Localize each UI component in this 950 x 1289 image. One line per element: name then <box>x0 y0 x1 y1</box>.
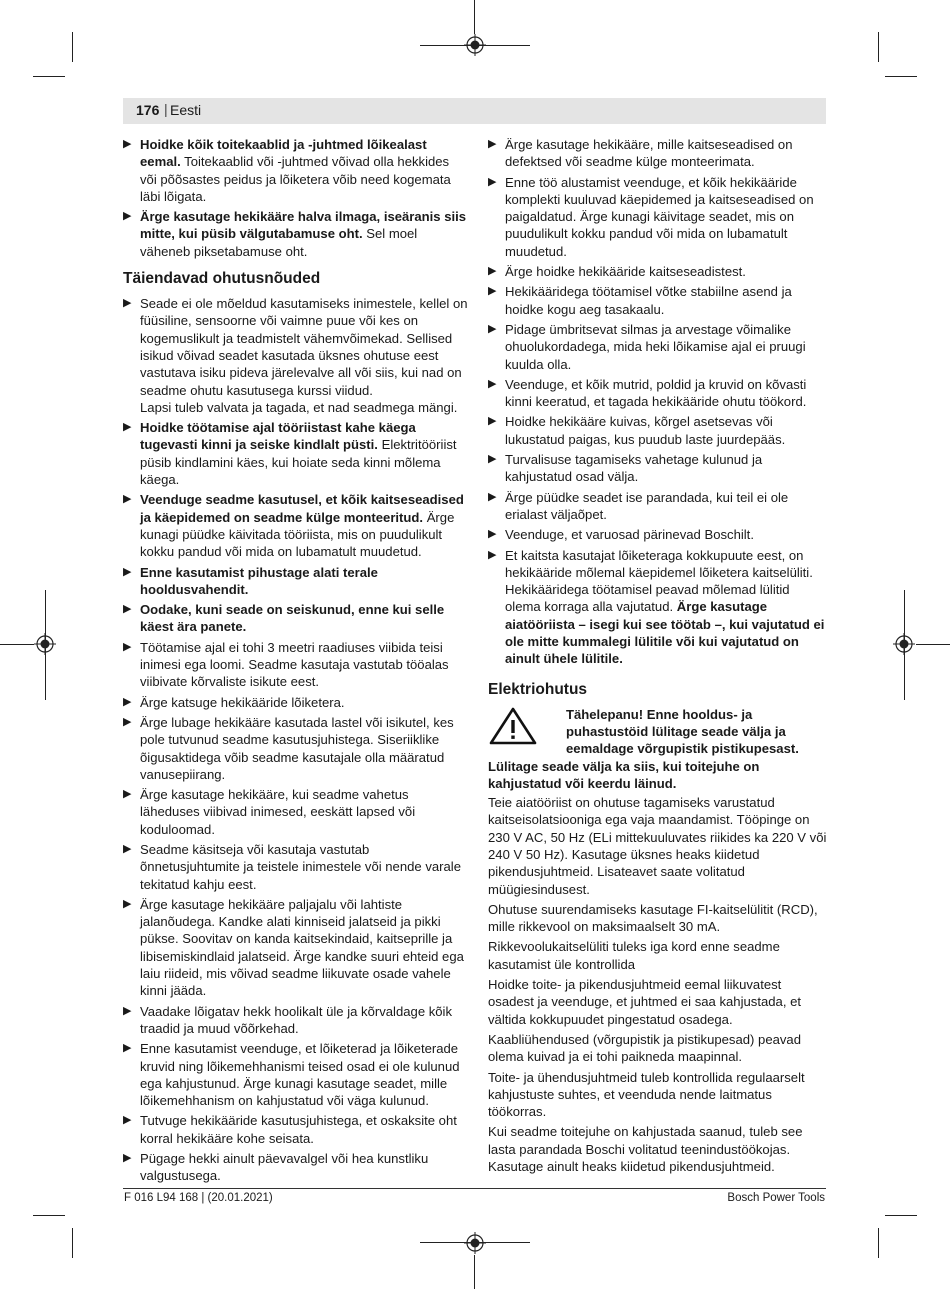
crop-mark <box>916 644 950 645</box>
item-text: Ärge kasutage hekikääre paljajalu või lahtiste jalanõudega. Kandke alati kinniseid jalatseid ja pikki pükse. Soovitav on kanda kaitsekindaid, kaitseprille ja libisemiskindlaid jalatseid. Ärge kandke suuri ehteid ega laiu riideid, mis võivad seadme liikuvate osade vahele kinni jääda. <box>140 896 464 999</box>
list-item <box>488 451 828 486</box>
item-bold-text: Oodake, kuni seade on seiskunud, enne kui selle käest ära panete. <box>140 602 445 635</box>
crop-mark <box>72 1228 73 1258</box>
triangle-bullet-icon: ▶ <box>123 421 132 434</box>
list-item <box>488 136 828 171</box>
triangle-bullet-icon: ▶ <box>488 377 497 390</box>
item-text: Tutvuge hekikääride kasutusjuhistega, et oskaksite oht korral hekikääre kohe seisata. <box>140 1113 457 1146</box>
paragraph: Rikkevoolukaitselüliti tuleks iga kord enne seadme kasutamist üle kontrollida <box>488 939 780 972</box>
crop-mark <box>885 76 917 77</box>
list-item <box>123 1150 468 1185</box>
list-item <box>123 896 468 1000</box>
item-text: Sel moel väheneb piksetabamuse oht. <box>140 226 418 259</box>
triangle-bullet-icon: ▶ <box>488 528 497 541</box>
section-title: Täiendavad ohutusnõuded <box>123 270 321 288</box>
warning-text: Tähelepanu! Enne hooldus- ja puhastustöid lülitage seade välja ja eemaldage võrgupistik pistikupesast. Lülitage seade välja ka siis, kui toitejuhe on kahjustatud või keerdu läinud. <box>488 706 799 791</box>
triangle-bullet-icon: ▶ <box>123 715 132 728</box>
triangle-bullet-icon: ▶ <box>123 603 132 616</box>
warning-box <box>488 706 828 792</box>
item-text: Veenduge, et varuosad pärinevad Boschilt. <box>505 527 754 543</box>
registration-mark-icon <box>464 34 486 56</box>
list-item <box>123 1003 468 1038</box>
crop-mark <box>474 1255 475 1289</box>
list-item <box>488 283 828 318</box>
triangle-bullet-icon: ▶ <box>123 1042 132 1055</box>
left-column <box>123 136 468 1188</box>
triangle-bullet-icon: ▶ <box>488 548 497 561</box>
triangle-bullet-icon: ▶ <box>123 493 132 506</box>
list-item <box>488 547 828 668</box>
electrical-paragraphs <box>488 794 828 1175</box>
triangle-bullet-icon: ▶ <box>488 490 497 503</box>
list-item <box>488 321 828 373</box>
item-text: Ärge kasutage hekikääre, mille kaitseseadised on defektsed või seadme külge monteerimata. <box>505 137 793 170</box>
crop-mark <box>878 32 879 62</box>
item-text: Ärge katsuge hekikääride lõiketera. <box>140 694 345 710</box>
registration-mark-icon <box>464 1232 486 1254</box>
item-text: Ärge lubage hekikääre kasutada lastel või isikutel, kes pole tutvunud seadme kasutusjuhistega. Siseriiklike õigusaktidega võib seadme kasutajale olla määratud vanusepiirang. <box>140 714 454 782</box>
item-text: Turvalisuse tagamiseks vahetage kulunud ja kahjustatud osad välja. <box>505 452 763 485</box>
triangle-bullet-icon: ▶ <box>123 210 132 223</box>
crop-mark <box>474 0 475 34</box>
triangle-bullet-icon: ▶ <box>488 453 497 466</box>
list-item <box>123 841 468 893</box>
item-text: Ärge hoidke hekikääride kaitseseadistest. <box>505 264 746 280</box>
list-item <box>488 174 828 260</box>
list-item <box>123 419 468 488</box>
list-item <box>123 786 468 838</box>
triangle-bullet-icon: ▶ <box>123 640 132 653</box>
list-item <box>123 295 468 416</box>
footer-rule <box>123 1188 826 1189</box>
list-item <box>123 601 468 636</box>
triangle-bullet-icon: ▶ <box>488 285 497 298</box>
registration-mark-icon <box>893 633 915 655</box>
triangle-bullet-icon: ▶ <box>488 175 497 188</box>
paragraph: Toite- ja ühendusjuhtmeid tuleb kontrollida regulaarselt kahjustuste suhtes, et veenduda nende laitmatus töökorras. <box>488 1069 805 1120</box>
list-item <box>488 413 828 448</box>
item-text: Hekikääridega töötamisel võtke stabiilne asend ja hoidke kogu aeg tasakaalu. <box>505 284 792 317</box>
list-item <box>123 639 468 691</box>
triangle-bullet-icon: ▶ <box>123 1152 132 1165</box>
triangle-bullet-icon: ▶ <box>488 415 497 428</box>
item-text: Pidage ümbritsevat silmas ja arvestage võimalike ohuolukordadega, mida heki lõikamise ajal ei pruugi kuulda olla. <box>505 321 806 372</box>
list-item <box>488 526 828 543</box>
triangle-bullet-icon: ▶ <box>123 297 132 310</box>
item-bold-text: Enne kasutamist pihustage alati terale hooldusvahendit. <box>140 564 378 597</box>
footer-doc-code: F 016 L94 168 | (20.01.2021) <box>124 1192 273 1204</box>
crop-mark <box>0 644 34 645</box>
item-bold-text: Veenduge seadme kasutusel, et kõik kaitseseadised ja käepidemed on seadme külge monteeritud. <box>140 492 464 525</box>
triangle-bullet-icon: ▶ <box>123 565 132 578</box>
paragraph: Kui seadme toitejuhe on kahjustada saanud, tuleb see lasta parandada Boschi volitatud teenindustöökojas. Kasutage ainult heaks kiidetud pikendusjuhtmeid. <box>488 1124 803 1175</box>
paragraph: Teie aiatööriist on ohutuse tagamiseks varustatud kaitseisolatsiooniga ega vaja maandamist. Tööpinge on 230 V AC, 50 Hz (ELi mittekuuluvates riikides ka 220 V või 240 V 50 Hz). Kasutage üksnes heaks kiidetud pikendusjuhtmeid. Lisateavet saate volitatud müügiesindusest. <box>488 795 827 897</box>
list-item <box>488 263 828 280</box>
list-item <box>488 376 828 411</box>
left-top-list <box>123 136 468 260</box>
paragraph: Kaabliühendused (võrgupistik ja pistikupesad) peavad olema kuivad ja ei tohi paikneda maapinnal. <box>488 1031 801 1065</box>
list-item <box>123 208 468 260</box>
list-item <box>123 694 468 711</box>
item-bold-text: Ärge kasutage aiatööriista – isegi kui see töötab –, kui vajutatud ei ole mitte kummalegi lülitile või kui vajutatud on ainult ühele lülitile. <box>505 599 825 667</box>
triangle-bullet-icon: ▶ <box>488 265 497 278</box>
list-item <box>123 1040 468 1109</box>
item-text: Enne töö alustamist veenduge, et kõik hekikääride komplekti kuuluvad käepidemed ja kaitseseadised on paigaldatud. Ärge kunagi käivitage seadet, mis on puudulikult kokku pandud või mida on lubamatult muudetud. <box>505 174 814 259</box>
crop-mark <box>878 1228 879 1258</box>
triangle-bullet-icon: ▶ <box>123 842 132 855</box>
item-text: Enne kasutamist veenduge, et lõiketerad ja lõiketerade kruvid ning lõikemehhanismi teised osad ei ole kulunud ega kahjustunud. Ärge kunagi kasutage seadet, mille lõikemehhanism on kahjustatud või väga kulunud. <box>140 1041 460 1109</box>
item-text: Vaadake lõigatav hekk hoolikalt üle ja kõrvaldage kõik traadid ja muud võõrkehad. <box>140 1003 453 1036</box>
crop-mark <box>72 32 73 62</box>
triangle-bullet-icon: ▶ <box>123 1114 132 1127</box>
triangle-bullet-icon: ▶ <box>123 138 132 150</box>
warning-triangle-icon <box>488 706 538 746</box>
section-title: Elektriohutus <box>488 680 588 698</box>
page-header-band <box>123 98 826 124</box>
item-text: Et kaitsta kasutajat lõiketeraga kokkupuute eest, on hekikääride mõlemal käepidemel lõiketera kaitselüliti. Hekikääridega töötamisel peavad mõlemad lülitid olema korraga alla vajutatud. <box>505 547 813 615</box>
item-text: Ärge kunagi püüdke käivitada tööriista, mis on puudulikult kokku pandud või mida on lubamatult muudetud. <box>140 509 455 560</box>
item-text: Ärge püüdke seadet ise parandada, kui teil ei ole erialast väljaõpet. <box>505 489 789 522</box>
triangle-bullet-icon: ▶ <box>123 897 132 910</box>
right-column <box>488 136 828 1178</box>
list-item <box>123 564 468 599</box>
item-text: Töötamise ajal ei tohi 3 meetri raadiuses viibida teisi inimesi ega loomi. Seadme kasutaja vastutab tööalas viibivate kõrvaliste isikute eest. <box>140 639 449 690</box>
item-bold-text: Hoidke kõik toitekaablid ja -juhtmed lõikealast eemal. <box>140 137 427 170</box>
item-text: Hoidke hekikääre kuivas, kõrgel asetsevas või lukustatud paigas, kus puudub laste juurdepääs. <box>505 414 786 447</box>
item-text: Seadme käsitseja või kasutaja vastutab õnnetusjuhtumite ja teistele inimestele või nende varale tekitatud kahju eest. <box>140 841 461 892</box>
left-list <box>123 295 468 1185</box>
item-text: Lapsi tuleb valvata ja tagada, et nad seadmega mängi. <box>140 399 458 415</box>
list-item <box>123 714 468 783</box>
item-text: Veenduge, et kõik mutrid, poldid ja kruvid on kõvasti kinni keeratud, et tagada hekikääride ohutu töökord. <box>505 376 807 410</box>
item-text: Seade ei ole mõeldud kasutamiseks inimestele, kellel on füüsiline, sensoorne või vaimne puue või kes on kogemuslikult ja teadmistelt vähemvõimekad. Sellised isikud võivad seadet kasutada üksnes ohutuse eest vastutava isiku pideva järelevalve all või siis, kui nad on seadme ohutu kasutusega kurssi viidud. <box>140 296 468 398</box>
item-text: Pügage hekki ainult päevavalgel või hea kunstliku valgustusega. <box>140 1151 429 1184</box>
item-text: Ärge kasutage hekikääre, kui seadme vahetus läheduses viibivad inimesed, eeskätt lapsed või koduloomad. <box>140 787 416 837</box>
item-bold-text: Hoidke töötamise ajal tööriistast kahe käega tugevasti kinni ja seiske kindlalt püsti. <box>140 420 416 453</box>
right-list <box>488 136 828 668</box>
triangle-bullet-icon: ▶ <box>123 788 132 801</box>
item-text: Elektritööriist püsib kindlamini käes, kui hoiate seda kinni mõlema käega. <box>140 437 457 488</box>
crop-mark <box>33 76 65 77</box>
list-item <box>488 489 828 524</box>
triangle-bullet-icon: ▶ <box>123 695 132 708</box>
header-separator: | <box>164 101 168 117</box>
paragraph: Hoidke toite- ja pikendusjuhtmeid eemal liikuvatest osadest ja veenduge, et juhtmed ei saa kahjustada, et vältida kokkupuudet pingestatud osadega. <box>488 977 802 1027</box>
paragraph: Ohutuse suurendamiseks kasutage FI-kaitselülitit (RCD), mille rikkevool on maksimaalselt 30 mA. <box>488 901 818 935</box>
item-bold-text: Ärge kasutage hekikääre halva ilmaga, iseäranis siis mitte, kui püsib välgutabamuse oht. <box>140 209 467 242</box>
registration-mark-icon <box>34 633 56 655</box>
list-item <box>123 491 468 560</box>
list-item <box>123 136 468 205</box>
triangle-bullet-icon: ▶ <box>123 1004 132 1017</box>
item-text: Toitekaablid või -juhtmed võivad olla hekkides või põõsastes peidus ja lõiketera võib need kogemata läbi lõigata. <box>140 154 451 204</box>
crop-mark <box>885 1215 917 1216</box>
page-language: Eesti <box>170 102 202 118</box>
crop-mark <box>33 1215 65 1216</box>
footer-publisher: Bosch Power Tools <box>727 1192 825 1204</box>
page-number: 176 <box>136 102 160 118</box>
triangle-bullet-icon: ▶ <box>488 138 497 150</box>
triangle-bullet-icon: ▶ <box>488 322 497 335</box>
list-item <box>123 1112 468 1147</box>
